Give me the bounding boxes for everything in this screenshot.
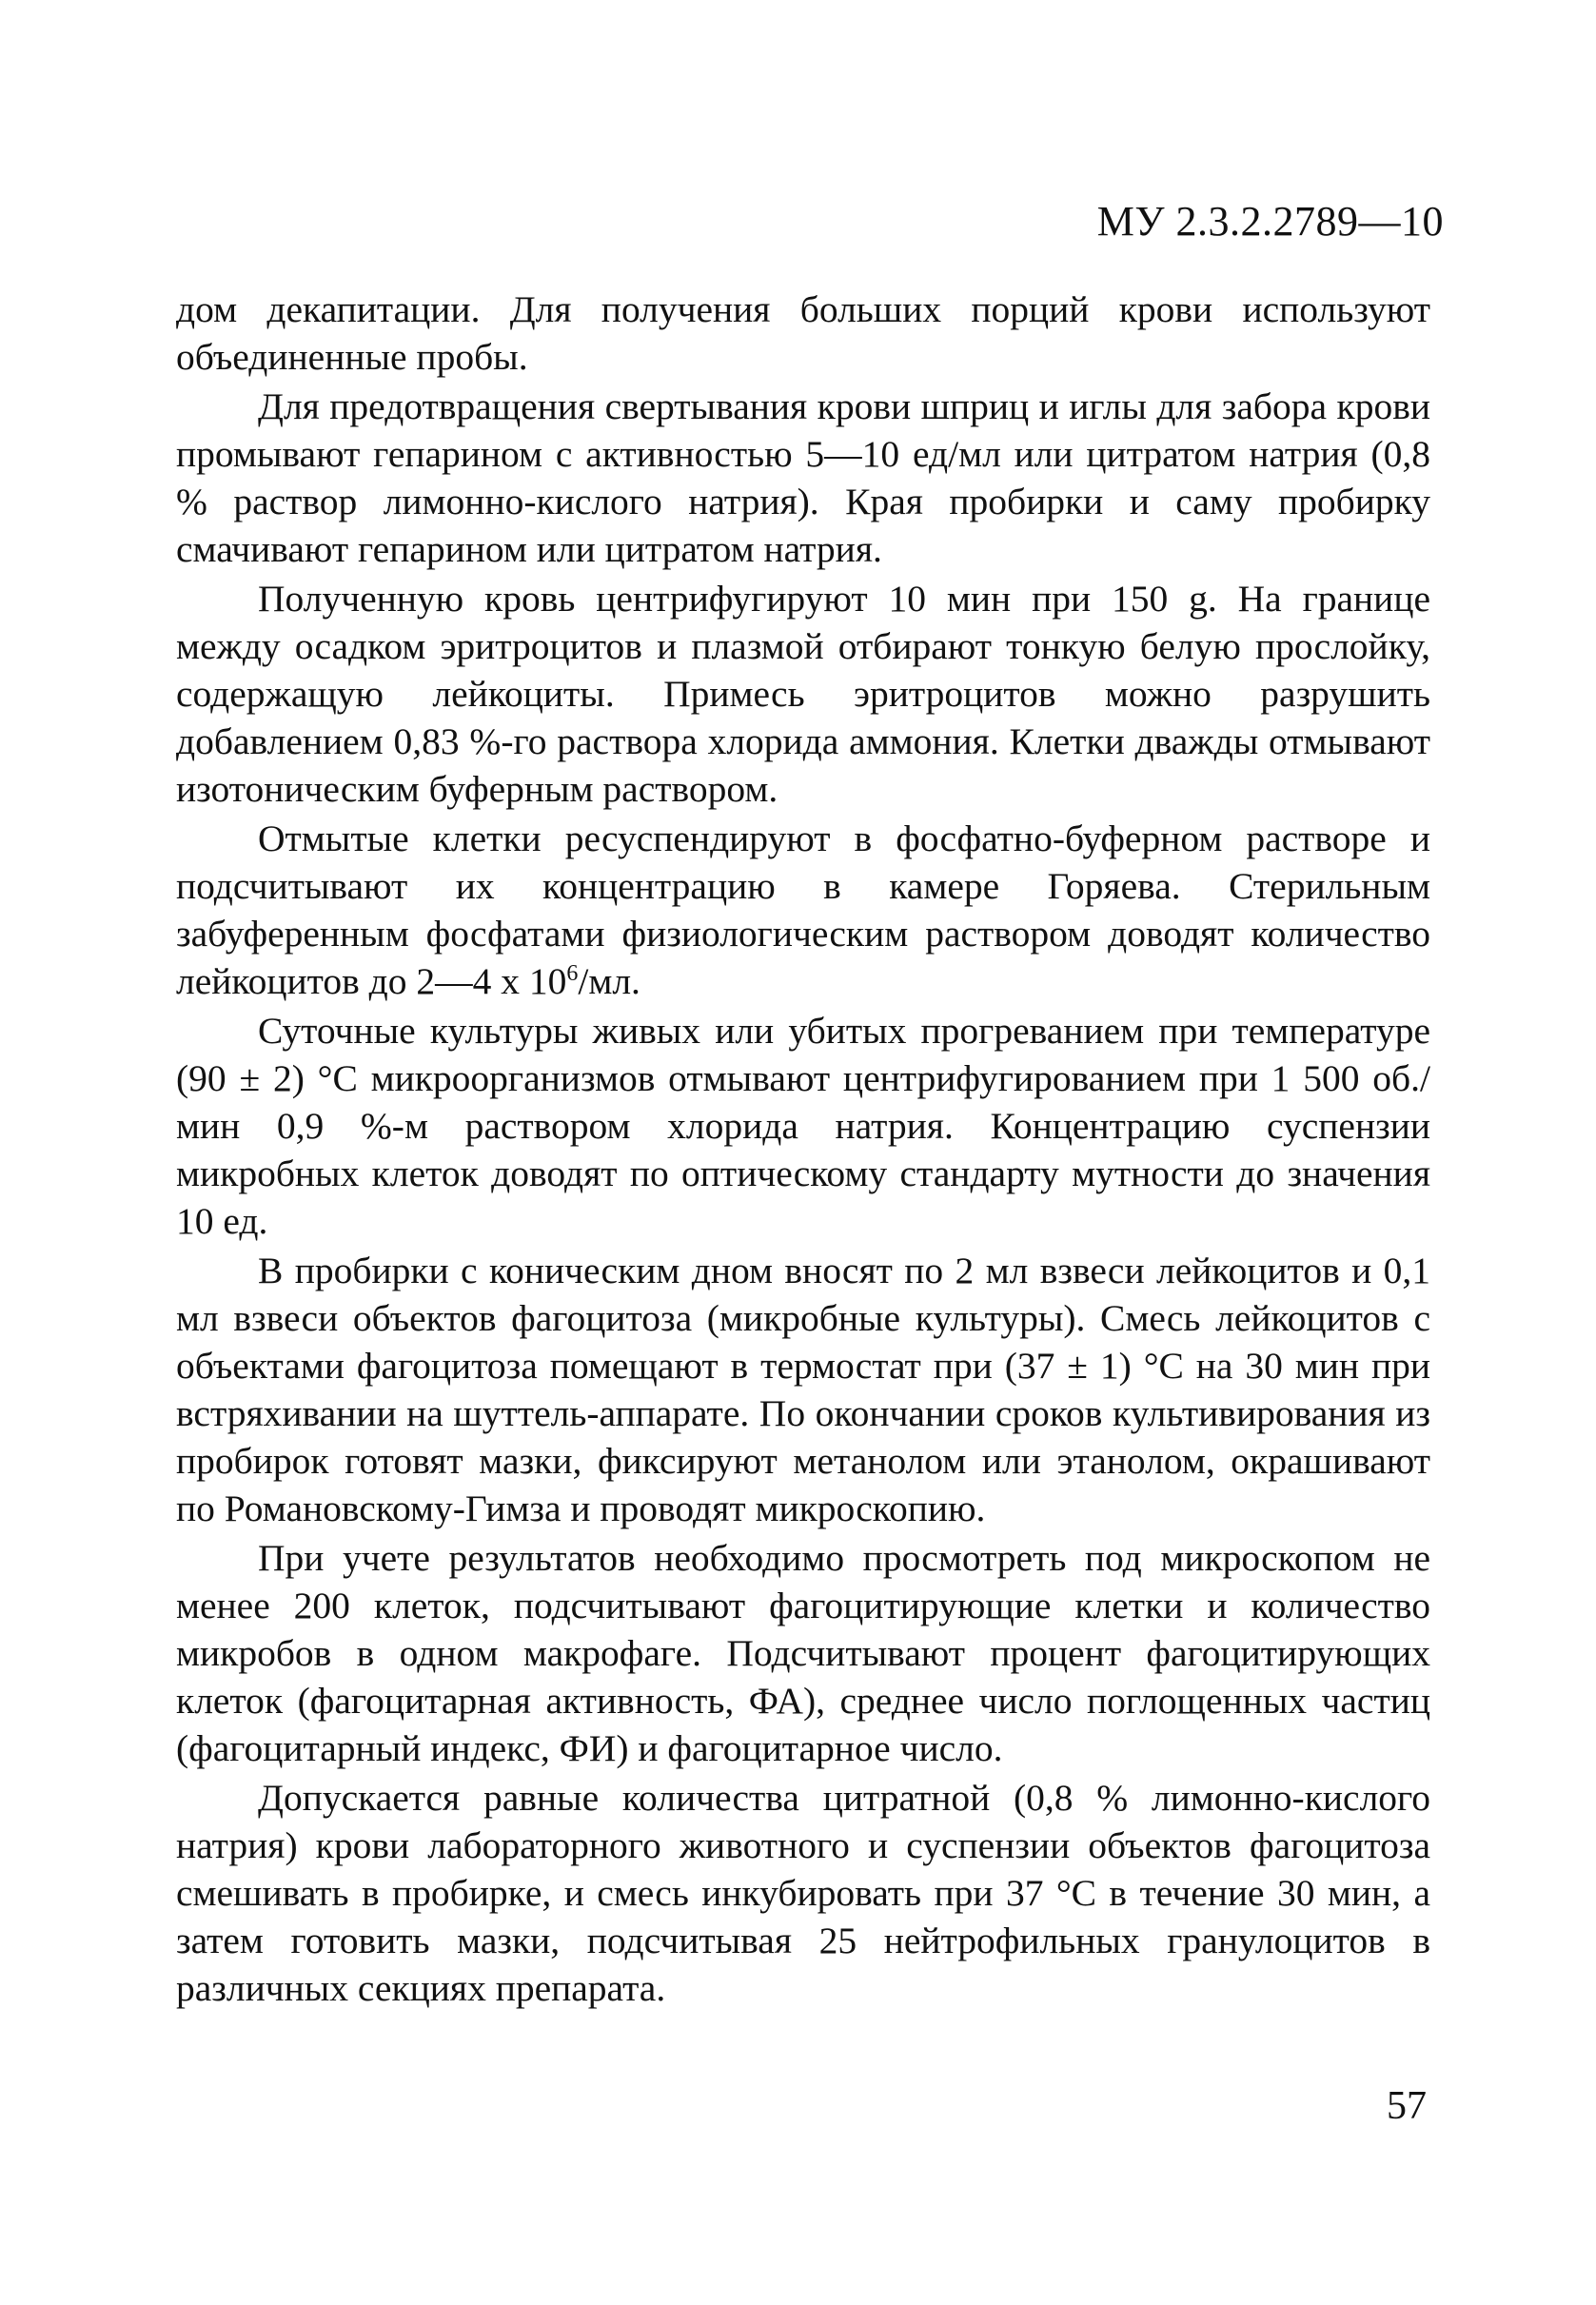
- paragraph-centrifugation: Полученную кровь центрифугируют 10 мин при 150 g. На границе между осадком эритроцитов и плазмой отбирают тонкую белую прослойку, содержащую лейкоциты. Примесь эритроцитов можно разрушить добавлением 0,83 %-го раствора хлорида аммония. Клетки дважды отмывают изотоническим буферным раствором.: [176, 578, 1430, 810]
- paragraph-alternative-method: Допускается равные количества цитратной (0,8 % лимонно-кислого натрия) крови лабораторного животного и суспензии объектов фагоцитоза смешивать в пробирке, и смесь инкубировать при 37 °С в течение 30 мин, а затем готовить мазки, подсчитывая 25 нейтрофильных гранулоцитов в различных секциях препарата.: [176, 1777, 1430, 2009]
- paragraph-cell-resuspension-unit: /мл.: [578, 960, 640, 1002]
- exponent-superscript: 6: [566, 960, 579, 986]
- paragraph-cell-resuspension-text: Отмытые клетки ресуспендируют в фосфатно-буферном растворе и подсчитывают их концентрацию в камере Горяева. Стерильным забуференным фосфатами физиологическим раствором доводят количество лейкоцитов до 2—4 x 10: [176, 818, 1430, 1002]
- paragraph-microbial-cultures: Суточные культуры живых или убитых прогреванием при температуре (90 ± 2) °С микроорганизмов отмывают центрифугированием при 1 500 об./мин 0,9 %-м раствором хлорида натрия. Концентрацию суспензии микробных клеток доводят по оптическому стандарту мутности до значения 10 ед.: [176, 1010, 1430, 1242]
- page-number: 57: [1387, 2084, 1427, 2128]
- document-code: МУ 2.3.2.2789—10: [1096, 198, 1444, 245]
- paragraph-continuation: дом декапитации. Для получения больших порций крови используют объединенные пробы.: [176, 288, 1430, 378]
- body-text: [176, 286, 1430, 2014]
- paragraph-cell-resuspension: [176, 815, 1430, 1005]
- paragraph-anticoagulation: Для предотвращения свертывания крови шприц и иглы для забора крови промывают гепарином с активностью 5—10 ед/мл или цитратом натрия (0,8 % раствор лимонно-кислого натрия). Края пробирки и саму пробирку смачивают гепарином или цитратом натрия.: [176, 385, 1430, 570]
- paragraph-phagocytosis-procedure: В пробирки с коническим дном вносят по 2 мл взвеси лейкоцитов и 0,1 мл взвеси объектов фагоцитоза (микробные культуры). Смесь лейкоцитов с объектами фагоцитоза помещают в термостат при (37 ± 1) °С на 30 мин при встряхивании на шуттель-аппарате. По окончании сроков культивирования из пробирок готовят мазки, фиксируют метанолом или этанолом, окрашивают по Романовскому-Гимза и проводят микроскопию.: [176, 1250, 1430, 1529]
- paragraph-results-evaluation: При учете результатов необходимо просмотреть под микроскопом не менее 200 клеток, подсчитывают фагоцитирующие клетки и количество микробов в одном макрофаге. Подсчитывают процент фагоцитирующих клеток (фагоцитарная активность, ФА), среднее число поглощенных частиц (фагоцитарный индекс, ФИ) и фагоцитарное число.: [176, 1537, 1430, 1769]
